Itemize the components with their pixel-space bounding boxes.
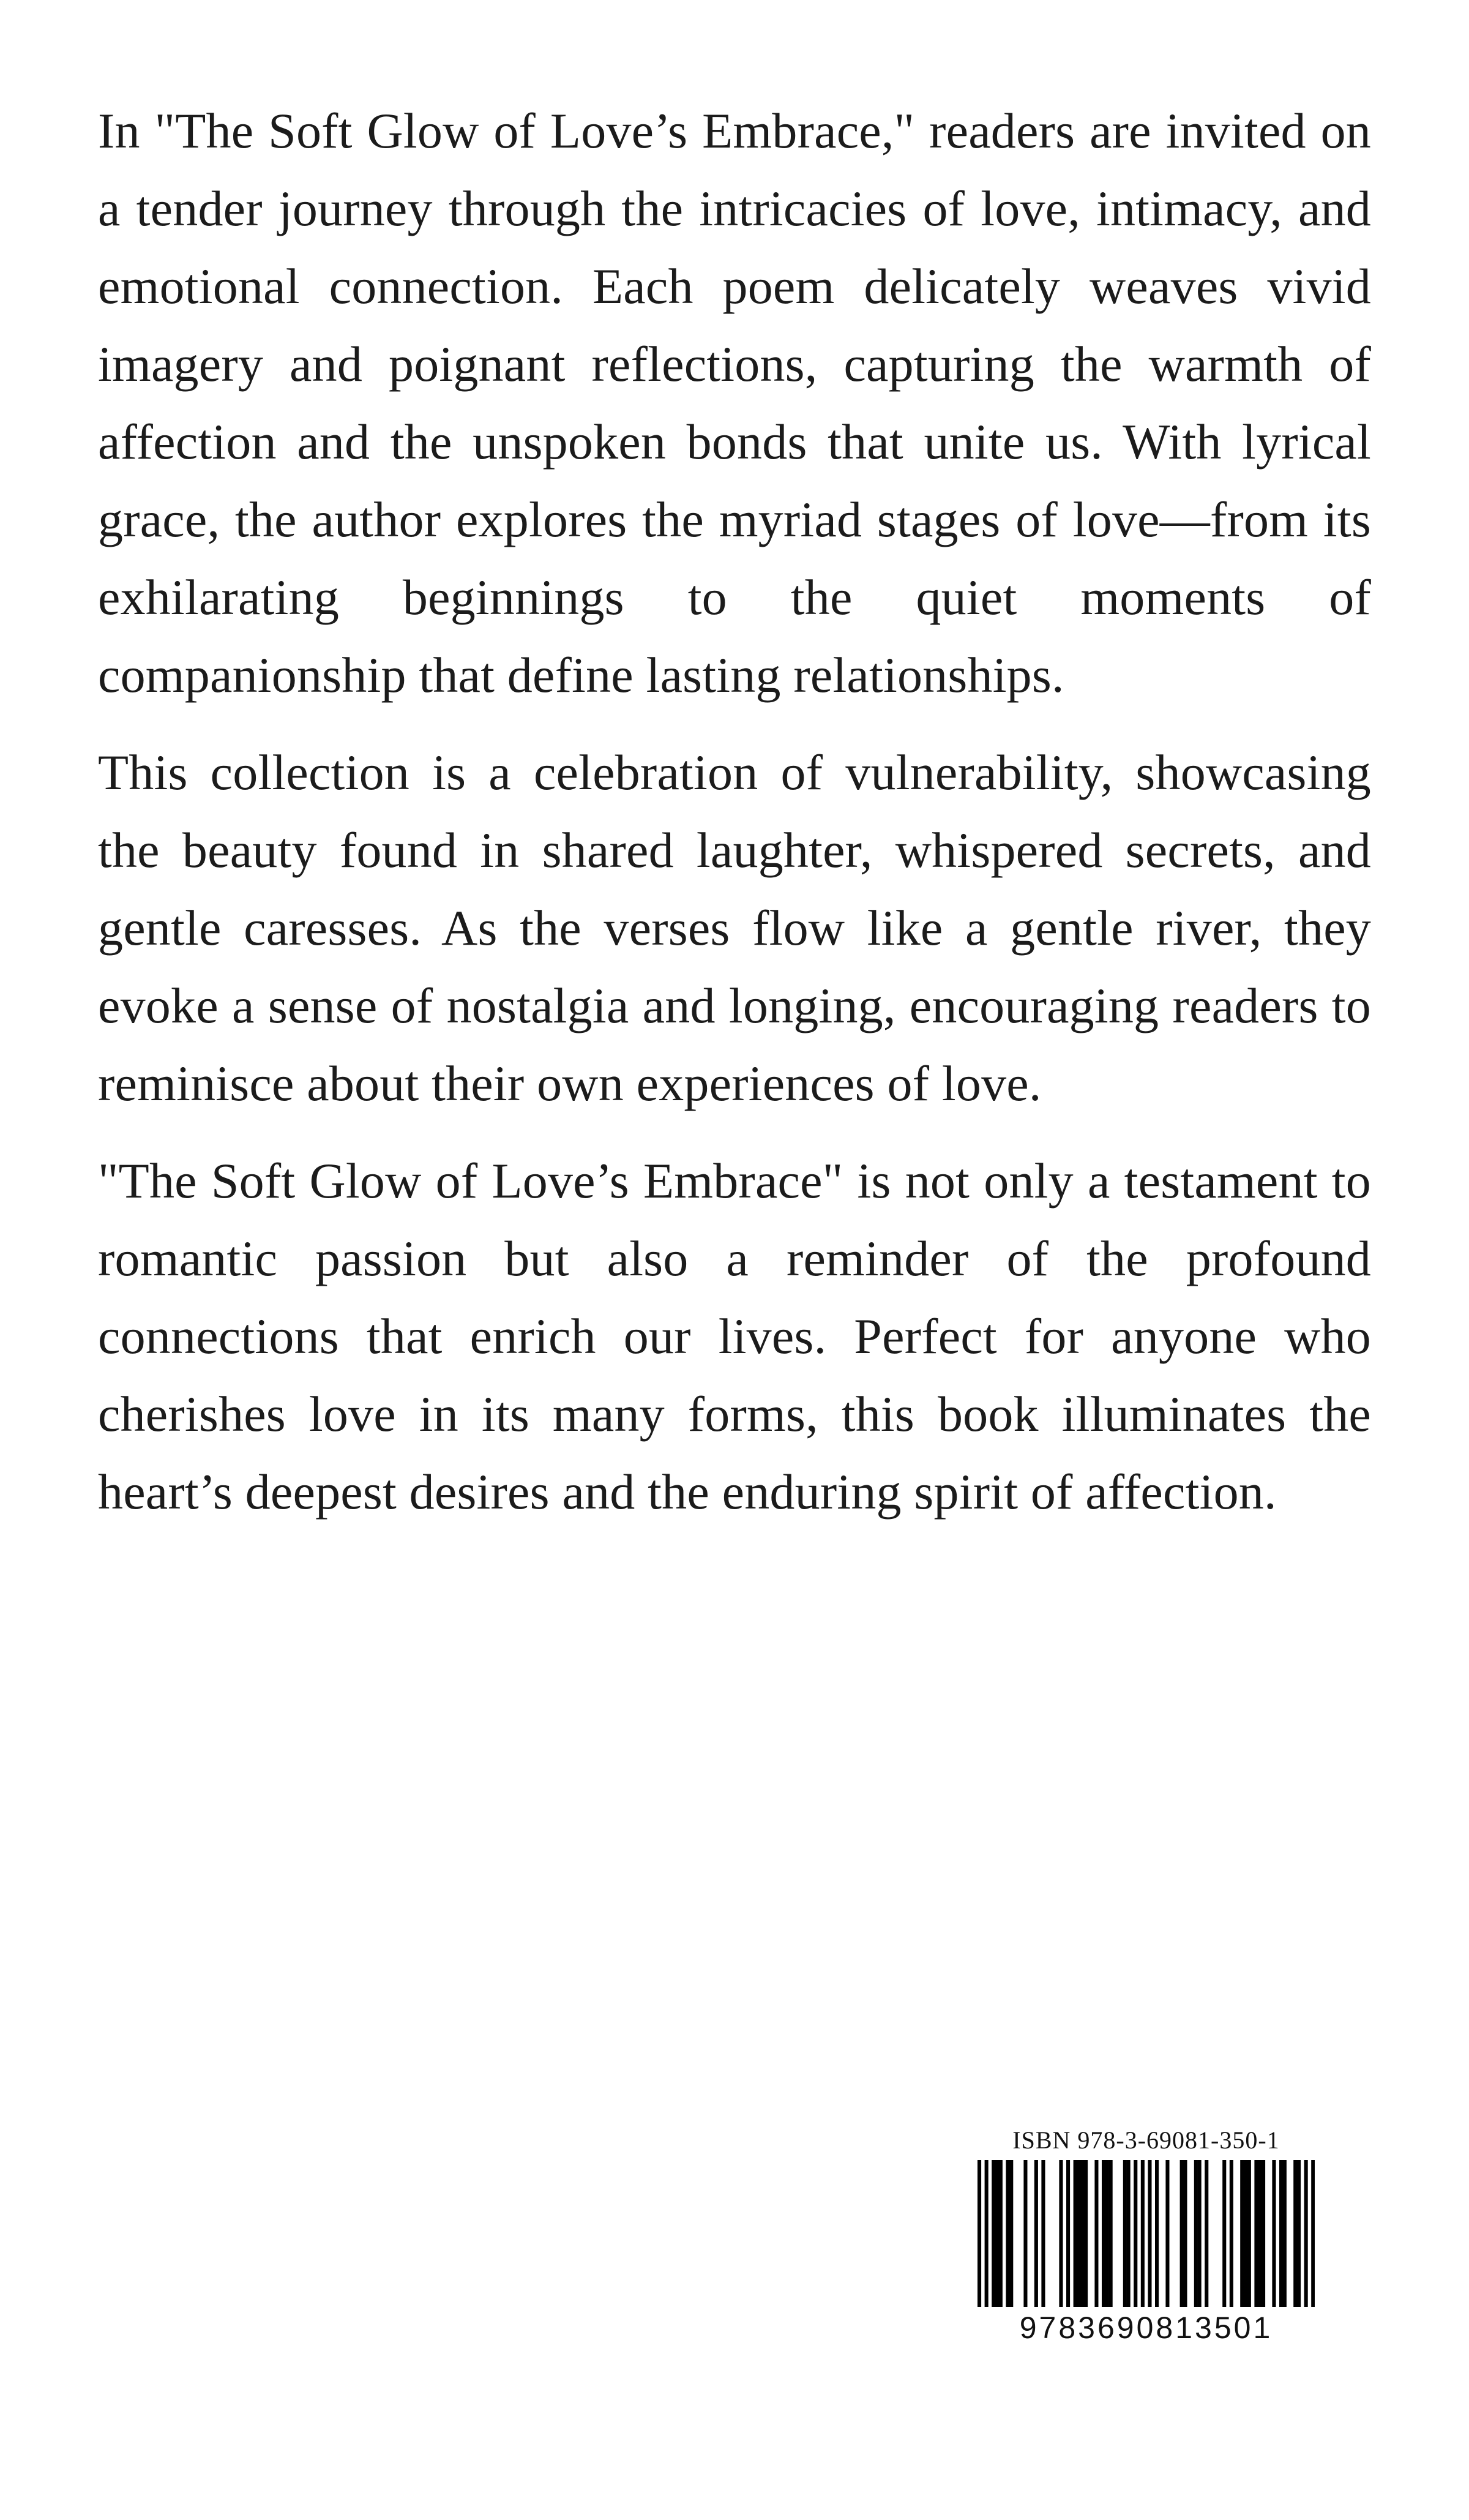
isbn-barcode-box — [970, 2126, 1322, 2352]
barcode-bar — [1066, 2160, 1070, 2307]
barcode-bar — [1034, 2160, 1038, 2307]
barcode-bar — [1006, 2160, 1009, 2307]
barcode-bar — [1304, 2160, 1308, 2307]
isbn-label: ISBN 978-3-69081-350-1 — [1012, 2126, 1280, 2154]
barcode-bar — [1009, 2160, 1013, 2307]
barcode-bar — [1240, 2160, 1244, 2307]
barcode-bar — [1247, 2160, 1251, 2307]
barcode-bar — [992, 2160, 995, 2307]
barcode-bar — [985, 2160, 989, 2307]
barcode-bar — [1205, 2160, 1208, 2307]
barcode-bar — [995, 2160, 999, 2307]
barcode-bar — [1074, 2160, 1077, 2307]
barcode-bar — [1023, 2160, 1027, 2307]
barcode-bar — [1123, 2160, 1127, 2307]
barcode-bar — [1080, 2160, 1084, 2307]
barcode-bar — [1165, 2160, 1169, 2307]
description-paragraph-2: This collection is a celebration of vulnerability, showcasing the beauty found in shared laughter, whispered secrets, and gentle caresses. As the verses flow like a gentle river, they evoke a sense of nostalgia and longing, encouraging readers to reminisce about their own experiences of love. — [98, 744, 1371, 1111]
barcode-bar — [1077, 2160, 1080, 2307]
barcode-bar — [1230, 2160, 1233, 2307]
barcode-bar — [1180, 2160, 1184, 2307]
book-description — [98, 92, 1371, 1550]
barcode-bar — [1105, 2160, 1109, 2307]
barcode-bar — [1102, 2160, 1105, 2307]
barcode-bar — [1283, 2160, 1287, 2307]
barcode-bar — [1311, 2160, 1315, 2307]
barcode-bar — [977, 2160, 981, 2307]
description-paragraph-1: In "The Soft Glow of Love’s Embrace," readers are invited on a tender journey through the intricacies of love, intimacy, and emotional connection. Each poem delicately weaves vivid imagery and poignant reflections, capturing the warmth of affection and the unspoken bonds that unite us. With lyrical grace, the author explores the myriad stages of love—from its exhilarating beginnings to the quiet moments of companionship that define lasting relationships. — [98, 103, 1371, 703]
barcode-bar — [1155, 2160, 1159, 2307]
barcode-bar — [1254, 2160, 1258, 2307]
barcode-bar — [1293, 2160, 1297, 2307]
barcode-bar — [1198, 2160, 1202, 2307]
barcode-number: 9783690813501 — [1019, 2311, 1273, 2345]
barcode-image — [977, 2160, 1315, 2307]
barcode-bar — [1109, 2160, 1113, 2307]
barcode-bar — [1258, 2160, 1262, 2307]
barcode-bar — [1041, 2160, 1045, 2307]
barcode-bar — [1059, 2160, 1063, 2307]
barcode-bar — [1134, 2160, 1137, 2307]
barcode-bar — [1084, 2160, 1088, 2307]
barcode-bar — [1127, 2160, 1131, 2307]
barcode-bar — [1194, 2160, 1198, 2307]
barcode-bar — [1262, 2160, 1265, 2307]
barcode-bar — [1148, 2160, 1151, 2307]
barcode-bar — [1244, 2160, 1247, 2307]
description-paragraph-3: "The Soft Glow of Love’s Embrace" is not only a testament to romantic passion but also a reminder of the profound connections that enrich our lives. Perfect for anyone who cherishes love in its many forms, this book illuminates the heart’s deepest desires and the enduring spirit of affection. — [98, 1153, 1371, 1520]
barcode-bar — [1222, 2160, 1226, 2307]
barcode-bar — [1094, 2160, 1098, 2307]
barcode-bar — [999, 2160, 1003, 2307]
barcode-bar — [1183, 2160, 1187, 2307]
barcode-bar — [1141, 2160, 1145, 2307]
barcode-bar — [1297, 2160, 1301, 2307]
barcode-bar — [1279, 2160, 1283, 2307]
barcode-bar — [1272, 2160, 1276, 2307]
